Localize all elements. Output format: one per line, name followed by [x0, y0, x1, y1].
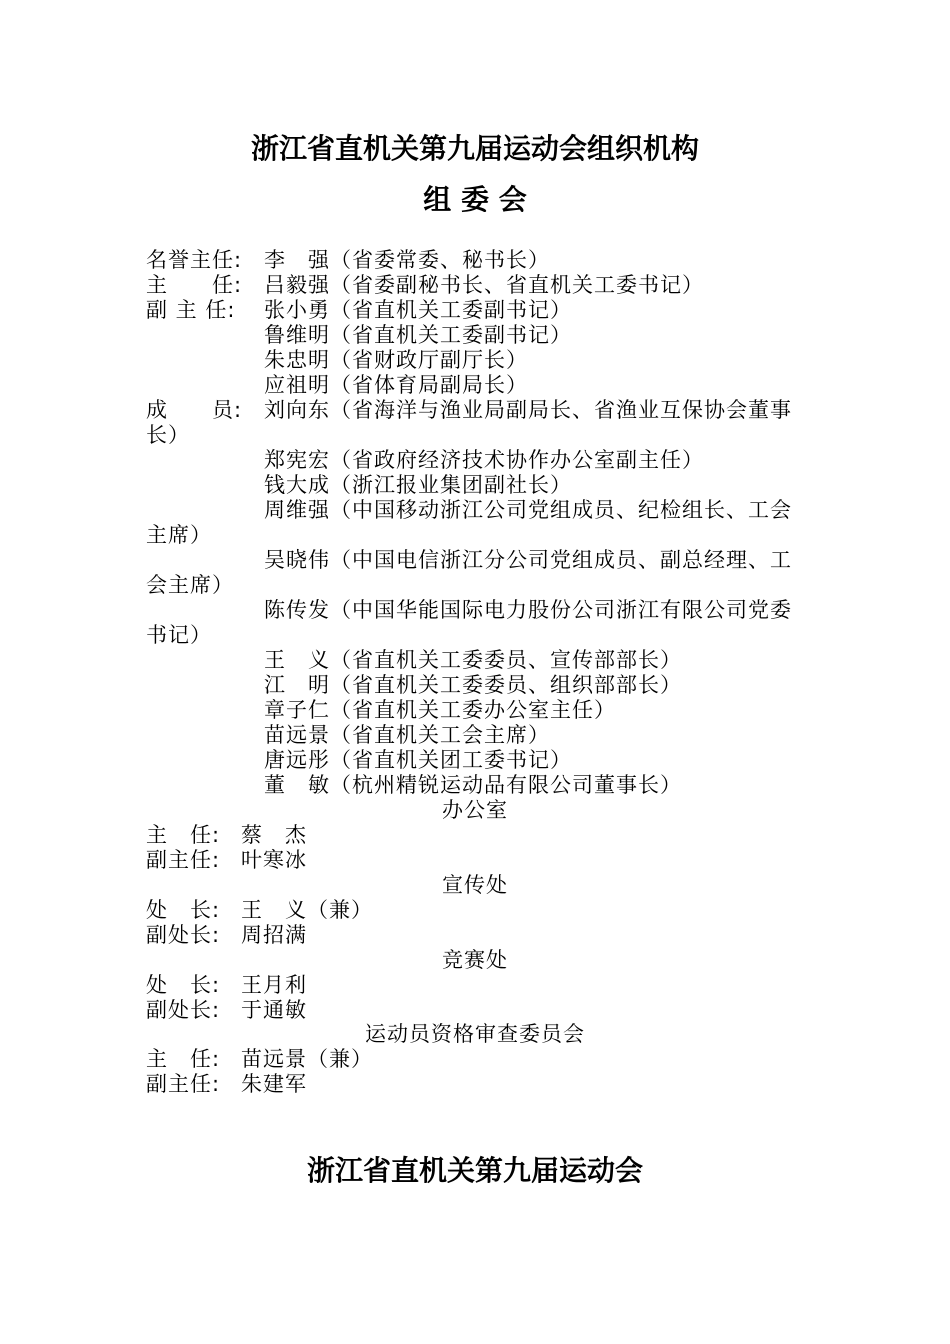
member-name: 钱大成 [264, 473, 330, 497]
member-name: 周维强 [264, 498, 330, 522]
chair-row [146, 273, 704, 298]
member-row [264, 498, 792, 523]
eligibility-role-label: 副主任: [146, 1072, 221, 1096]
competition-role-label: 副处长: [146, 998, 221, 1022]
member-desc: （浙江报业集团副社长） [330, 473, 572, 497]
document-title: 浙江省直机关第九届运动会组织机构 [250, 132, 699, 165]
member-row [264, 448, 704, 473]
vice-chair-desc: （省财政厅副厅长） [330, 348, 528, 372]
vice-chair-row [264, 348, 528, 373]
member-name: 董 敏 [264, 773, 330, 797]
member-name: 江 明 [264, 673, 330, 697]
honorary-chair-name: 李 强 [264, 248, 330, 272]
member-row [264, 773, 682, 798]
office-role-value: 蔡 杰 [241, 823, 307, 847]
competition-heading: 竞赛处 [442, 948, 508, 972]
member-row [264, 598, 792, 623]
honorary-chair-desc: （省委常委、秘书长） [330, 248, 550, 272]
member-desc-continuation: 书记） [146, 623, 212, 647]
competition-role-value: 于通敏 [241, 998, 307, 1022]
publicity-role-label: 副处长: [146, 923, 221, 947]
eligibility-heading: 运动员资格审查委员会 [365, 1022, 585, 1046]
publicity-row [146, 898, 373, 923]
eligibility-role-label: 主 任: [146, 1047, 221, 1071]
member-desc: （杭州精锐运动品有限公司董事长） [330, 773, 682, 797]
vice-chair-desc: （省直机关工委副书记） [330, 323, 572, 347]
member-row [146, 398, 792, 423]
office-heading: 办公室 [442, 798, 508, 822]
eligibility-row [146, 1047, 373, 1072]
member-desc: （省直机关工委委员、组织部部长） [330, 673, 682, 697]
member-desc: （省海洋与渔业局副局长、省渔业互保协会董事 [330, 398, 792, 422]
committee-heading: 组 委 会 [423, 183, 527, 216]
member-row [264, 648, 682, 673]
chair-desc: （省委副秘书长、省直机关工委书记） [330, 273, 704, 297]
eligibility-role-value: 苗远景（兼） [241, 1047, 373, 1071]
bottom-title: 浙江省直机关第九届运动会 [306, 1154, 643, 1187]
office-role-label: 主 任: [146, 823, 221, 847]
member-name: 刘向东 [264, 398, 330, 422]
vice-chair-row [146, 298, 572, 323]
member-desc: （中国华能国际电力股份公司浙江有限公司党委 [330, 598, 792, 622]
member-row [264, 473, 572, 498]
publicity-heading: 宣传处 [442, 873, 508, 897]
member-desc-continuation: 主席） [146, 523, 212, 547]
member-desc: （中国电信浙江分公司党组成员、副总经理、工 [330, 548, 792, 572]
publicity-role-value: 周招满 [241, 923, 307, 947]
member-desc: （省直机关工委委员、宣传部部长） [330, 648, 682, 672]
member-desc: （中国移动浙江公司党组成员、纪检组长、工会 [330, 498, 792, 522]
vice-chair-name: 张小勇 [264, 298, 330, 322]
honorary-chair-label: 名誉主任: [146, 248, 243, 272]
vice-chair-row [264, 323, 572, 348]
vice-chair-name: 朱忠明 [264, 348, 330, 372]
member-name: 吴晓伟 [264, 548, 330, 572]
member-row [264, 698, 616, 723]
member-name: 唐远彤 [264, 748, 330, 772]
member-desc-continuation: 长） [146, 423, 190, 447]
chair-label: 主 任: [146, 273, 243, 297]
office-row [146, 823, 307, 848]
member-name: 苗远景 [264, 723, 330, 747]
member-name: 王 义 [264, 648, 330, 672]
members-label: 成 员: [146, 398, 243, 422]
member-row [264, 748, 572, 773]
vice-chairs-label: 副 主 任: [146, 298, 236, 322]
vice-chair-desc: （省直机关工委副书记） [330, 298, 572, 322]
publicity-row [146, 923, 307, 948]
member-desc: （省直机关团工委书记） [330, 748, 572, 772]
publicity-role-label: 处 长: [146, 898, 221, 922]
competition-row [146, 998, 307, 1023]
member-desc: （省政府经济技术协作办公室副主任） [330, 448, 704, 472]
member-row [264, 673, 682, 698]
member-row [264, 548, 792, 573]
competition-role-value: 王月利 [241, 973, 307, 997]
member-desc: （省直机关工会主席） [330, 723, 550, 747]
vice-chair-desc: （省体育局副局长） [330, 373, 528, 397]
member-name: 郑宪宏 [264, 448, 330, 472]
vice-chair-row [264, 373, 528, 398]
vice-chair-name: 鲁维明 [264, 323, 330, 347]
competition-role-label: 处 长: [146, 973, 221, 997]
member-desc-continuation: 会主席） [146, 573, 234, 597]
member-name: 陈传发 [264, 598, 330, 622]
honorary-chair-row [146, 248, 550, 273]
eligibility-row [146, 1072, 307, 1097]
office-role-value: 叶寒冰 [241, 848, 307, 872]
member-name: 章子仁 [264, 698, 330, 722]
chair-name: 吕毅强 [264, 273, 330, 297]
competition-row [146, 973, 307, 998]
vice-chair-name: 应祖明 [264, 373, 330, 397]
member-row [264, 723, 550, 748]
publicity-role-value: 王 义（兼） [241, 898, 373, 922]
office-row [146, 848, 307, 873]
office-role-label: 副主任: [146, 848, 221, 872]
eligibility-role-value: 朱建军 [241, 1072, 307, 1096]
member-desc: （省直机关工委办公室主任） [330, 698, 616, 722]
